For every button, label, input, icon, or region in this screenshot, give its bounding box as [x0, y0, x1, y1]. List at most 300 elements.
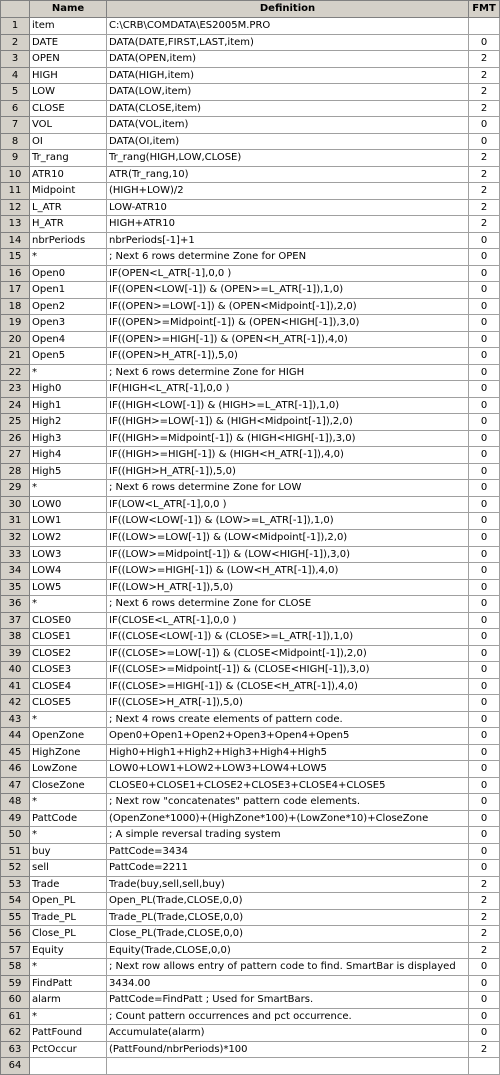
fmt-cell[interactable]: 0	[469, 117, 500, 134]
name-cell[interactable]: LOW	[30, 84, 107, 101]
fmt-cell[interactable]: 0	[469, 596, 500, 613]
table-row	[1, 480, 500, 497]
fmt-cell[interactable]: 0	[469, 398, 500, 415]
row-number-header[interactable]: 61	[1, 1009, 30, 1026]
definition-cell[interactable]: IF((LOW>=HIGH[-1]) & (LOW<H_ATR[-1]),4,0)	[107, 563, 469, 580]
definition-cell[interactable]: IF((LOW>=LOW[-1]) & (LOW<Midpoint[-1]),2,0)	[107, 530, 469, 547]
fmt-cell[interactable]: 0	[469, 365, 500, 382]
definition-cell[interactable]: IF(CLOSE<L_ATR[-1],0,0 )	[107, 613, 469, 630]
row-number-header[interactable]: 30	[1, 497, 30, 514]
table-row	[1, 844, 500, 861]
fmt-cell[interactable]: 2	[469, 167, 500, 184]
name-cell[interactable]: CLOSE4	[30, 679, 107, 696]
row-number-header[interactable]: 1	[1, 18, 30, 35]
row-number-header[interactable]: 17	[1, 282, 30, 299]
row-number-header[interactable]: 22	[1, 365, 30, 382]
name-cell[interactable]: Tr_rang	[30, 150, 107, 167]
name-cell[interactable]: Open3	[30, 315, 107, 332]
fmt-cell[interactable]: 0	[469, 580, 500, 597]
name-cell[interactable]	[30, 1058, 107, 1075]
rows-container	[1, 18, 500, 1075]
row-number-header[interactable]: 15	[1, 249, 30, 266]
table-row	[1, 910, 500, 927]
fmt-cell[interactable]	[469, 18, 500, 35]
fmt-cell[interactable]: 0	[469, 431, 500, 448]
definition-cell[interactable]: DATA(OPEN,item)	[107, 51, 469, 68]
fmt-cell[interactable]	[469, 1058, 500, 1075]
name-cell[interactable]: Trade_PL	[30, 910, 107, 927]
definition-cell[interactable]: DATA(VOL,item)	[107, 117, 469, 134]
row-number-header[interactable]: 18	[1, 299, 30, 316]
name-cell[interactable]: DATE	[30, 35, 107, 52]
table-row	[1, 134, 500, 151]
fmt-cell[interactable]: 0	[469, 679, 500, 696]
definition-cell[interactable]: PattCode=3434	[107, 844, 469, 861]
name-cell[interactable]: Open4	[30, 332, 107, 349]
name-cell[interactable]: alarm	[30, 992, 107, 1009]
definition-cell[interactable]: HIGH+ATR10	[107, 216, 469, 233]
table-row	[1, 447, 500, 464]
fmt-cell[interactable]: 0	[469, 992, 500, 1009]
fmt-cell[interactable]: 0	[469, 728, 500, 745]
table-row	[1, 299, 500, 316]
definition-cell[interactable]: IF((CLOSE>H_ATR[-1]),5,0)	[107, 695, 469, 712]
row-number-header[interactable]: 35	[1, 580, 30, 597]
fmt-cell[interactable]: 0	[469, 629, 500, 646]
name-cell[interactable]: PattCode	[30, 811, 107, 828]
table-row	[1, 827, 500, 844]
row-number-header[interactable]: 54	[1, 893, 30, 910]
name-cell[interactable]: FindPatt	[30, 976, 107, 993]
row-number-header[interactable]: 31	[1, 513, 30, 530]
name-cell[interactable]: LowZone	[30, 761, 107, 778]
row-number-header[interactable]: 38	[1, 629, 30, 646]
definition-cell[interactable]: IF(OPEN<L_ATR[-1],0,0 )	[107, 266, 469, 283]
definition-cell[interactable]: ; Count pattern occurrences and pct occurrence.	[107, 1009, 469, 1026]
name-cell[interactable]: LOW0	[30, 497, 107, 514]
name-cell[interactable]: CLOSE0	[30, 613, 107, 630]
definition-cell[interactable]: C:\CRB\COMDATA\ES2005M.PRO	[107, 18, 469, 35]
name-cell[interactable]: OpenZone	[30, 728, 107, 745]
row-number-header[interactable]: 39	[1, 646, 30, 663]
row-number-header[interactable]: 52	[1, 860, 30, 877]
row-number-header[interactable]: 42	[1, 695, 30, 712]
row-number-header[interactable]: 20	[1, 332, 30, 349]
definition-cell[interactable]: (PattFound/nbrPeriods)*100	[107, 1042, 469, 1059]
name-cell[interactable]: ATR10	[30, 167, 107, 184]
definition-cell[interactable]: DATA(DATE,FIRST,LAST,item)	[107, 35, 469, 52]
name-cell[interactable]: H_ATR	[30, 216, 107, 233]
fmt-cell[interactable]: 2	[469, 84, 500, 101]
definition-cell[interactable]: DATA(CLOSE,item)	[107, 101, 469, 118]
fmt-cell[interactable]: 0	[469, 547, 500, 564]
definition-cell[interactable]: IF(LOW<L_ATR[-1],0,0 )	[107, 497, 469, 514]
name-cell[interactable]: High3	[30, 431, 107, 448]
definition-cell[interactable]: ; Next 6 rows determine Zone for LOW	[107, 480, 469, 497]
row-number-header[interactable]: 27	[1, 447, 30, 464]
definition-cell[interactable]: IF(HIGH<L_ATR[-1],0,0 )	[107, 381, 469, 398]
row-number-header[interactable]: 57	[1, 943, 30, 960]
fmt-cell[interactable]: 0	[469, 613, 500, 630]
name-cell[interactable]: OI	[30, 134, 107, 151]
row-number-header[interactable]: 44	[1, 728, 30, 745]
name-cell[interactable]: item	[30, 18, 107, 35]
definition-cell[interactable]: Open0+Open1+Open2+Open3+Open4+Open5	[107, 728, 469, 745]
definition-cell[interactable]: IF((CLOSE>=LOW[-1]) & (CLOSE<Midpoint[-1]),2,0)	[107, 646, 469, 663]
definition-cell[interactable]	[107, 1058, 469, 1075]
definition-cell[interactable]: Trade_PL(Trade,CLOSE,0,0)	[107, 910, 469, 927]
name-cell[interactable]: *	[30, 827, 107, 844]
fmt-cell[interactable]: 0	[469, 233, 500, 250]
fmt-cell[interactable]: 2	[469, 1042, 500, 1059]
table-row	[1, 695, 500, 712]
table-row	[1, 1042, 500, 1059]
name-cell[interactable]: LOW4	[30, 563, 107, 580]
fmt-cell[interactable]: 0	[469, 530, 500, 547]
row-number-header[interactable]: 3	[1, 51, 30, 68]
definition-cell[interactable]: LOW-ATR10	[107, 200, 469, 217]
definition-cell[interactable]: IF((OPEN>=Midpoint[-1]) & (OPEN<HIGH[-1]),3,0)	[107, 315, 469, 332]
column-header-fmt[interactable]: FMT	[469, 1, 500, 18]
fmt-cell[interactable]: 2	[469, 51, 500, 68]
corner-header[interactable]	[1, 1, 30, 18]
fmt-cell[interactable]: 0	[469, 778, 500, 795]
name-cell[interactable]: *	[30, 596, 107, 613]
definition-cell[interactable]: ATR(Tr_rang,10)	[107, 167, 469, 184]
fmt-cell[interactable]: 0	[469, 381, 500, 398]
name-cell[interactable]: sell	[30, 860, 107, 877]
fmt-cell[interactable]: 0	[469, 497, 500, 514]
row-number-header[interactable]: 34	[1, 563, 30, 580]
row-number-header[interactable]: 47	[1, 778, 30, 795]
fmt-cell[interactable]: 0	[469, 134, 500, 151]
row-number-header[interactable]: 6	[1, 101, 30, 118]
name-cell[interactable]: *	[30, 712, 107, 729]
row-number-header[interactable]: 29	[1, 480, 30, 497]
table-row	[1, 51, 500, 68]
row-number-header[interactable]: 49	[1, 811, 30, 828]
definition-cell[interactable]: IF((LOW<LOW[-1]) & (LOW>=L_ATR[-1]),1,0)	[107, 513, 469, 530]
row-number-header[interactable]: 14	[1, 233, 30, 250]
name-cell[interactable]: Open0	[30, 266, 107, 283]
name-cell[interactable]: CLOSE5	[30, 695, 107, 712]
row-number-header[interactable]: 62	[1, 1025, 30, 1042]
definition-cell[interactable]: ; Next row allows entry of pattern code to find. SmartBar is displayed	[107, 959, 469, 976]
definition-cell[interactable]: DATA(LOW,item)	[107, 84, 469, 101]
row-number-header[interactable]: 2	[1, 35, 30, 52]
row-number-header[interactable]: 64	[1, 1058, 30, 1075]
name-cell[interactable]: *	[30, 249, 107, 266]
fmt-cell[interactable]: 0	[469, 1009, 500, 1026]
name-cell[interactable]: Open5	[30, 348, 107, 365]
table-row	[1, 513, 500, 530]
row-number-header[interactable]: 58	[1, 959, 30, 976]
row-number-header[interactable]: 59	[1, 976, 30, 993]
definition-cell[interactable]: PattCode=2211	[107, 860, 469, 877]
definition-cell[interactable]: Close_PL(Trade,CLOSE,0,0)	[107, 926, 469, 943]
row-number-header[interactable]: 9	[1, 150, 30, 167]
table-row	[1, 35, 500, 52]
name-cell[interactable]: CloseZone	[30, 778, 107, 795]
fmt-cell[interactable]: 0	[469, 315, 500, 332]
table-row	[1, 365, 500, 382]
fmt-cell[interactable]: 0	[469, 827, 500, 844]
fmt-cell[interactable]: 0	[469, 282, 500, 299]
definition-cell[interactable]: IF((CLOSE>=HIGH[-1]) & (CLOSE<H_ATR[-1]),4,0)	[107, 679, 469, 696]
definition-cell[interactable]: Open_PL(Trade,CLOSE,0,0)	[107, 893, 469, 910]
fmt-cell[interactable]: 0	[469, 447, 500, 464]
name-cell[interactable]: *	[30, 794, 107, 811]
row-number-header[interactable]: 45	[1, 745, 30, 762]
table-row	[1, 150, 500, 167]
fmt-cell[interactable]: 2	[469, 910, 500, 927]
table-row	[1, 596, 500, 613]
table-row	[1, 84, 500, 101]
name-cell[interactable]: L_ATR	[30, 200, 107, 217]
definition-cell[interactable]: ; A simple reversal trading system	[107, 827, 469, 844]
row-number-header[interactable]: 28	[1, 464, 30, 481]
fmt-cell[interactable]: 0	[469, 959, 500, 976]
definition-cell[interactable]: 3434.00	[107, 976, 469, 993]
definition-cell[interactable]: ; Next 4 rows create elements of pattern code.	[107, 712, 469, 729]
definition-cell[interactable]: Tr_rang(HIGH,LOW,CLOSE)	[107, 150, 469, 167]
table-row	[1, 431, 500, 448]
fmt-cell[interactable]: 0	[469, 35, 500, 52]
name-cell[interactable]: *	[30, 365, 107, 382]
definition-cell[interactable]: Accumulate(alarm)	[107, 1025, 469, 1042]
row-number-header[interactable]: 11	[1, 183, 30, 200]
name-cell[interactable]: LOW1	[30, 513, 107, 530]
definition-cell[interactable]: ; Next 6 rows determine Zone for HIGH	[107, 365, 469, 382]
name-cell[interactable]: PctOccur	[30, 1042, 107, 1059]
row-number-header[interactable]: 32	[1, 530, 30, 547]
definition-cell[interactable]: IF((HIGH>=HIGH[-1]) & (HIGH<H_ATR[-1]),4,0)	[107, 447, 469, 464]
row-number-header[interactable]: 56	[1, 926, 30, 943]
row-number-header[interactable]: 5	[1, 84, 30, 101]
fmt-cell[interactable]: 0	[469, 299, 500, 316]
row-number-header[interactable]: 48	[1, 794, 30, 811]
name-cell[interactable]: CLOSE1	[30, 629, 107, 646]
name-cell[interactable]: Open2	[30, 299, 107, 316]
fmt-cell[interactable]: 0	[469, 332, 500, 349]
row-number-header[interactable]: 16	[1, 266, 30, 283]
row-number-header[interactable]: 13	[1, 216, 30, 233]
row-number-header[interactable]: 23	[1, 381, 30, 398]
name-cell[interactable]: OPEN	[30, 51, 107, 68]
row-number-header[interactable]: 53	[1, 877, 30, 894]
table-row	[1, 233, 500, 250]
definition-cell[interactable]: IF((HIGH>=LOW[-1]) & (HIGH<Midpoint[-1]),2,0)	[107, 414, 469, 431]
name-cell[interactable]: PattFound	[30, 1025, 107, 1042]
table-row	[1, 266, 500, 283]
fmt-cell[interactable]: 0	[469, 745, 500, 762]
name-cell[interactable]: HighZone	[30, 745, 107, 762]
definition-cell[interactable]: IF((CLOSE<LOW[-1]) & (CLOSE>=L_ATR[-1]),1,0)	[107, 629, 469, 646]
fmt-cell[interactable]: 0	[469, 249, 500, 266]
name-cell[interactable]: High1	[30, 398, 107, 415]
name-cell[interactable]: LOW3	[30, 547, 107, 564]
fmt-cell[interactable]: 0	[469, 761, 500, 778]
definition-cell[interactable]: Trade(buy,sell,sell,buy)	[107, 877, 469, 894]
fmt-cell[interactable]: 0	[469, 794, 500, 811]
row-number-header[interactable]: 60	[1, 992, 30, 1009]
row-number-header[interactable]: 4	[1, 68, 30, 85]
table-row	[1, 811, 500, 828]
definition-cell[interactable]: DATA(OI,item)	[107, 134, 469, 151]
fmt-cell[interactable]: 0	[469, 266, 500, 283]
row-number-header[interactable]: 33	[1, 547, 30, 564]
row-number-header[interactable]: 8	[1, 134, 30, 151]
table-row	[1, 249, 500, 266]
row-number-header[interactable]: 25	[1, 414, 30, 431]
fmt-cell[interactable]: 2	[469, 68, 500, 85]
definition-cell[interactable]: nbrPeriods[-1]+1	[107, 233, 469, 250]
definition-cell[interactable]: IF((OPEN>=HIGH[-1]) & (OPEN<H_ATR[-1]),4,0)	[107, 332, 469, 349]
row-number-header[interactable]: 19	[1, 315, 30, 332]
fmt-cell[interactable]: 0	[469, 976, 500, 993]
name-cell[interactable]: Midpoint	[30, 183, 107, 200]
fmt-cell[interactable]: 0	[469, 712, 500, 729]
fmt-cell[interactable]: 0	[469, 513, 500, 530]
definition-cell[interactable]: IF((HIGH<LOW[-1]) & (HIGH>=L_ATR[-1]),1,0)	[107, 398, 469, 415]
definition-cell[interactable]: DATA(HIGH,item)	[107, 68, 469, 85]
name-cell[interactable]: High2	[30, 414, 107, 431]
name-cell[interactable]: CLOSE3	[30, 662, 107, 679]
name-cell[interactable]: *	[30, 959, 107, 976]
row-number-header[interactable]: 41	[1, 679, 30, 696]
name-cell[interactable]: High0	[30, 381, 107, 398]
definition-cell[interactable]: IF((LOW>=Midpoint[-1]) & (LOW<HIGH[-1]),3,0)	[107, 547, 469, 564]
definition-cell[interactable]: IF((OPEN>=LOW[-1]) & (OPEN<Midpoint[-1]),2,0)	[107, 299, 469, 316]
table-row	[1, 282, 500, 299]
table-row	[1, 745, 500, 762]
row-number-header[interactable]: 24	[1, 398, 30, 415]
definition-cell[interactable]: IF((HIGH>H_ATR[-1]),5,0)	[107, 464, 469, 481]
table-row	[1, 183, 500, 200]
definition-cell[interactable]: ; Next row "concatenates" pattern code elements.	[107, 794, 469, 811]
definition-cell[interactable]: IF((CLOSE>=Midpoint[-1]) & (CLOSE<HIGH[-1]),3,0)	[107, 662, 469, 679]
fmt-cell[interactable]: 0	[469, 662, 500, 679]
definition-cell[interactable]: (OpenZone*1000)+(HighZone*100)+(LowZone*10)+CloseZone	[107, 811, 469, 828]
table-row	[1, 580, 500, 597]
row-number-header[interactable]: 36	[1, 596, 30, 613]
row-number-header[interactable]: 7	[1, 117, 30, 134]
name-cell[interactable]: nbrPeriods	[30, 233, 107, 250]
fmt-cell[interactable]: 2	[469, 216, 500, 233]
row-number-header[interactable]: 10	[1, 167, 30, 184]
row-number-header[interactable]: 63	[1, 1042, 30, 1059]
row-number-header[interactable]: 46	[1, 761, 30, 778]
name-cell[interactable]: HIGH	[30, 68, 107, 85]
name-cell[interactable]: buy	[30, 844, 107, 861]
fmt-cell[interactable]: 2	[469, 150, 500, 167]
definition-cell[interactable]: ; Next 6 rows determine Zone for OPEN	[107, 249, 469, 266]
fmt-cell[interactable]: 0	[469, 348, 500, 365]
name-cell[interactable]: *	[30, 480, 107, 497]
table-row	[1, 794, 500, 811]
fmt-cell[interactable]: 0	[469, 480, 500, 497]
table-row	[1, 893, 500, 910]
definition-cell[interactable]: Equity(Trade,CLOSE,0,0)	[107, 943, 469, 960]
name-cell[interactable]: LOW5	[30, 580, 107, 597]
name-cell[interactable]: CLOSE	[30, 101, 107, 118]
definition-cell[interactable]: (HIGH+LOW)/2	[107, 183, 469, 200]
table-row	[1, 216, 500, 233]
name-cell[interactable]: LOW2	[30, 530, 107, 547]
header-row	[1, 1, 500, 18]
fmt-cell[interactable]: 0	[469, 646, 500, 663]
table-row	[1, 646, 500, 663]
row-number-header[interactable]: 26	[1, 431, 30, 448]
definition-cell[interactable]: IF((HIGH>=Midpoint[-1]) & (HIGH<HIGH[-1]),3,0)	[107, 431, 469, 448]
definition-cell[interactable]: IF((OPEN<LOW[-1]) & (OPEN>=L_ATR[-1]),1,0)	[107, 282, 469, 299]
column-header-definition[interactable]: Definition	[107, 1, 469, 18]
definition-cell[interactable]: ; Next 6 rows determine Zone for CLOSE	[107, 596, 469, 613]
name-cell[interactable]: Equity	[30, 943, 107, 960]
fmt-cell[interactable]: 2	[469, 926, 500, 943]
name-cell[interactable]: Trade	[30, 877, 107, 894]
table-row	[1, 943, 500, 960]
fmt-cell[interactable]: 2	[469, 877, 500, 894]
name-cell[interactable]: Close_PL	[30, 926, 107, 943]
name-cell[interactable]: Open_PL	[30, 893, 107, 910]
definition-cell[interactable]: CLOSE0+CLOSE1+CLOSE2+CLOSE3+CLOSE4+CLOSE5	[107, 778, 469, 795]
name-cell[interactable]: High4	[30, 447, 107, 464]
fmt-cell[interactable]: 2	[469, 183, 500, 200]
fmt-cell[interactable]: 2	[469, 101, 500, 118]
definition-cell[interactable]: LOW0+LOW1+LOW2+LOW3+LOW4+LOW5	[107, 761, 469, 778]
row-number-header[interactable]: 43	[1, 712, 30, 729]
row-number-header[interactable]: 51	[1, 844, 30, 861]
definition-cell[interactable]: High0+High1+High2+High3+High4+High5	[107, 745, 469, 762]
row-number-header[interactable]: 50	[1, 827, 30, 844]
name-cell[interactable]: CLOSE2	[30, 646, 107, 663]
fmt-cell[interactable]: 0	[469, 860, 500, 877]
name-cell[interactable]: VOL	[30, 117, 107, 134]
name-cell[interactable]: Open1	[30, 282, 107, 299]
row-number-header[interactable]: 21	[1, 348, 30, 365]
fmt-cell[interactable]: 0	[469, 695, 500, 712]
fmt-cell[interactable]: 0	[469, 1025, 500, 1042]
table-row	[1, 959, 500, 976]
table-row	[1, 414, 500, 431]
table-row	[1, 976, 500, 993]
definition-cell[interactable]: IF((OPEN>H_ATR[-1]),5,0)	[107, 348, 469, 365]
name-cell[interactable]: *	[30, 1009, 107, 1026]
table-row	[1, 348, 500, 365]
fmt-cell[interactable]: 2	[469, 893, 500, 910]
fmt-cell[interactable]: 0	[469, 844, 500, 861]
fmt-cell[interactable]: 2	[469, 200, 500, 217]
definition-cell[interactable]: PattCode=FindPatt ; Used for SmartBars.	[107, 992, 469, 1009]
fmt-cell[interactable]: 0	[469, 811, 500, 828]
fmt-cell[interactable]: 0	[469, 414, 500, 431]
row-number-header[interactable]: 12	[1, 200, 30, 217]
row-number-header[interactable]: 55	[1, 910, 30, 927]
row-number-header[interactable]: 37	[1, 613, 30, 630]
fmt-cell[interactable]: 2	[469, 943, 500, 960]
definition-cell[interactable]: IF((LOW>H_ATR[-1]),5,0)	[107, 580, 469, 597]
name-cell[interactable]: High5	[30, 464, 107, 481]
table-row	[1, 497, 500, 514]
row-number-header[interactable]: 40	[1, 662, 30, 679]
table-row	[1, 530, 500, 547]
table-row	[1, 1058, 500, 1075]
table-row	[1, 315, 500, 332]
fmt-cell[interactable]: 0	[469, 464, 500, 481]
fmt-cell[interactable]: 0	[469, 563, 500, 580]
column-header-name[interactable]: Name	[30, 1, 107, 18]
